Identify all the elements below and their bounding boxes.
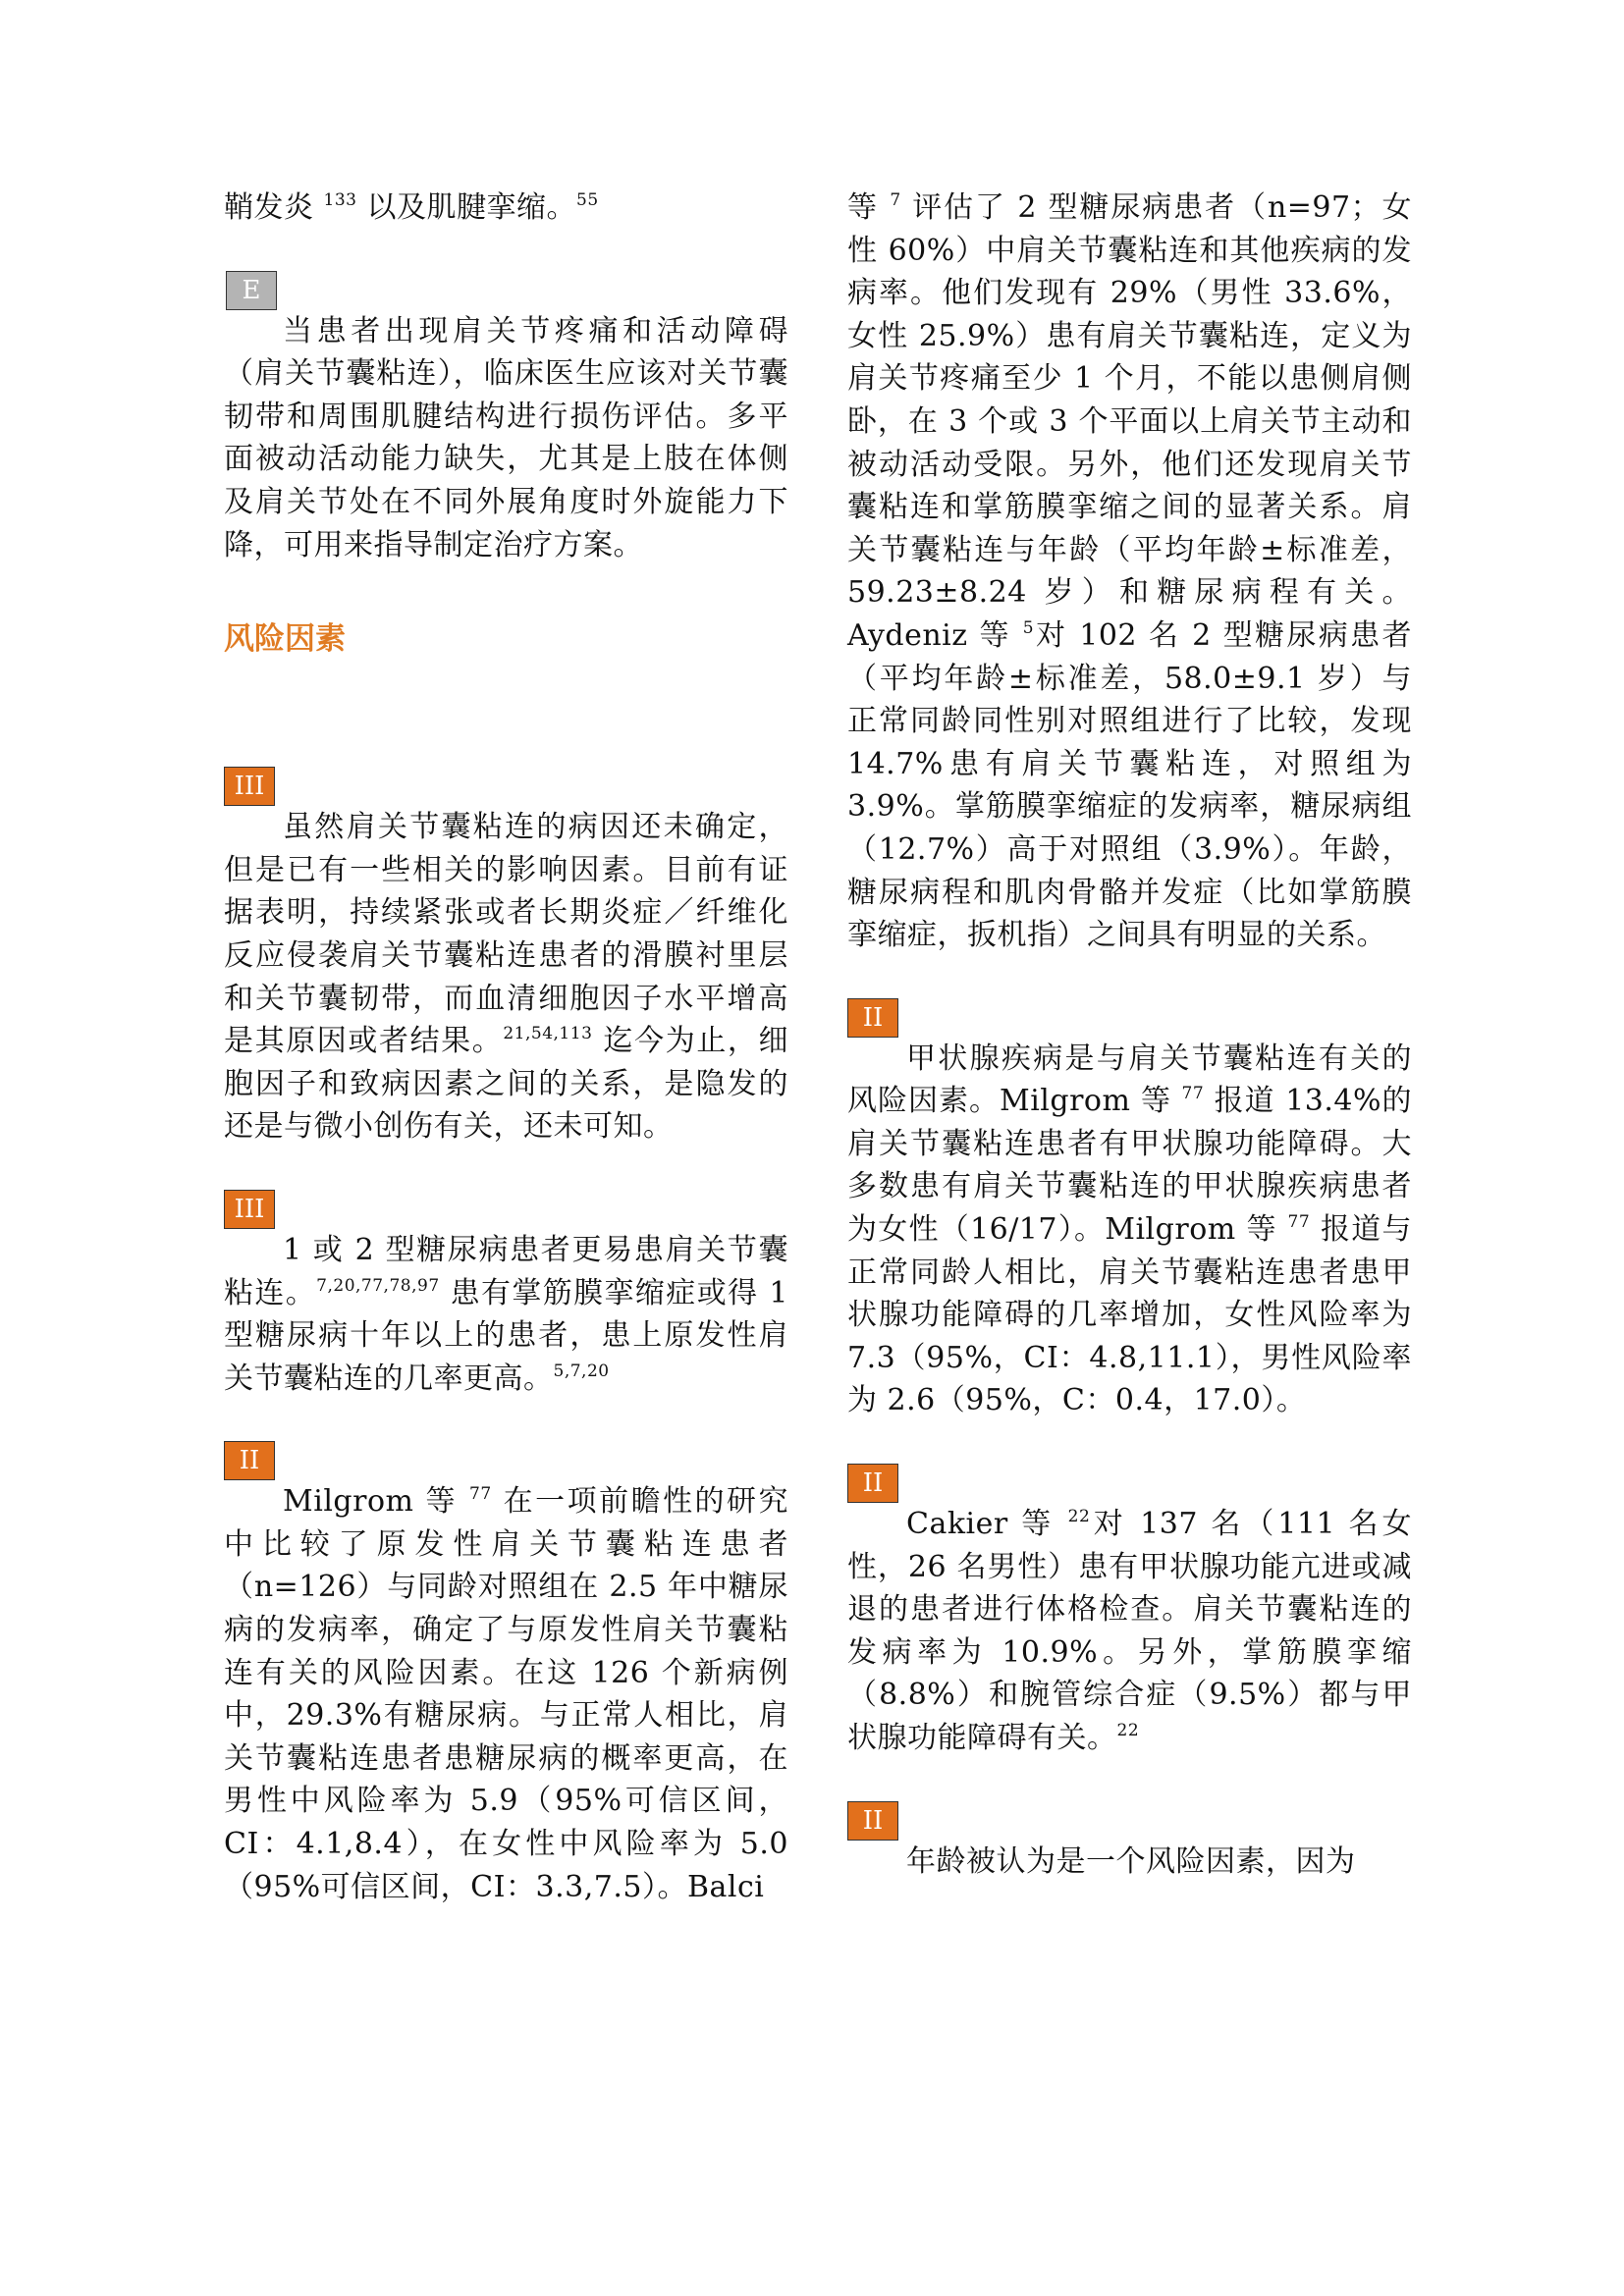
paragraph [224,1480,788,1908]
text: 甲状腺疾病是与肩关节囊粘连有关的风险因素。Milgrom 等 [847,1041,1412,1119]
evidence-level-badge: III [224,767,275,806]
text: Milgrom 等 [283,1484,458,1520]
citation: 133 [323,190,357,210]
paragraph [847,1503,1412,1760]
text: 报道与正常同龄人相比，肩关节囊粘连患者患甲状腺功能障碍的几率增加，女性风险率为 7.3（95%，CI：4.8,11.1），男性风险率为 2.6（95%，C：0.4，17.0）。 [847,1212,1412,1418]
evidence-level-badge: III [224,1190,275,1229]
citation: 5,7,20 [553,1361,610,1381]
citation: 77 [469,1484,492,1505]
text: 在一项前瞻性的研究中比较了原发性肩关节囊粘连患者（n=126）与同龄对照组在 2.5 年中糖尿病的发病率，确定了与原发性肩关节囊粘连有关的风险因素。在这 126 个新病例中，29.3%有糖尿病。与正常人相比，肩关节囊粘连患者患糖尿病的概率更高，在男性中风险率为 5.9（95%可信区间，CI：4.1,8.4），在女性中风险率为 5.0（95%可信区间，CI：3.3,7.5）。Balci [224,1484,789,1904]
text: 对 137 名（111 名女性，26 名男性）患有甲状腺功能亢进或减退的患者进行体格检查。肩关节囊粘连的发病率为 10.9%。另外，掌筋膜挛缩（8.8%）和腕管综合症（9.5%）都与甲状腺功能障碍有关。 [847,1507,1412,1755]
paragraph [224,1229,788,1400]
text: 等 [847,190,879,225]
citation: 5 [1022,617,1035,638]
text: 迄今为止，细胞因子和致病因素之间的关系，是隐发的还是与微小创伤有关，还未可知。 [224,1024,789,1145]
citation: 7 [890,190,901,210]
citation: 77 [1181,1084,1205,1104]
evidence-level-badge: II [847,1801,898,1841]
citation: 77 [1287,1212,1311,1233]
citation: 21,54,113 [503,1024,593,1044]
left-column [224,187,788,1908]
evidence-level-badge: II [224,1441,275,1480]
text: 评估了 2 型糖尿病患者（n=97；女性 60%）中肩关节囊粘连和其他疾病的发病率。他们发现有 29%（男性 33.6%，女性 25.9%）患有肩关节囊粘连，定义为肩关节疼痛至少 1 个月，不能以患侧肩侧卧，在 3 个或 3 个平面以上肩关节主动和被动活动受限。另外，他们还发现肩关节囊粘连和掌筋膜挛缩之间的显著关系。肩关节囊粘连与年龄（平均年龄±标准差，59.23±8.24 岁）和糖尿病程有关。Aydeniz 等 [847,190,1413,653]
text: 患有掌筋膜挛缩症或得 1 型糖尿病十年以上的患者，患上原发性肩关节囊粘连的几率更高。 [224,1275,788,1396]
paragraph [224,187,788,230]
paragraph [847,187,1412,957]
text: 对 102 名 2 型糖尿病患者（平均年龄±标准差，58.0±9.1 岁）与正常同龄同性别对照组进行了比较，发现 14.7%患有肩关节囊粘连，对照组为 3.9%。掌筋膜挛缩症的发病率，糖尿病组（12.7%）高于对照组（3.9%）。年龄，糖尿病程和肌肉骨骼并发症（比如掌筋膜挛缩症，扳机指）之间具有明显的关系。 [847,617,1412,953]
citation: 22 [1067,1507,1091,1527]
text: 1 或 2 型糖尿病患者更易患肩关节囊粘连。 [224,1232,788,1310]
section-heading: 风险因素 [224,621,346,658]
citation: 7,20,77,78,97 [316,1275,440,1296]
right-column [847,187,1412,1883]
evidence-grade-badge: E [226,271,277,310]
citation: 55 [576,190,599,210]
text: Cakier 等 [906,1507,1056,1542]
text: 鞘发炎 [224,190,314,225]
text: 虽然肩关节囊粘连的病因还未确定，但是已有一些相关的影响因素。目前有证据表明，持续紧张或者长期炎症／纤维化反应侵袭肩关节囊粘连患者的滑膜衬里层和关节囊韧带，而血清细胞因子水平增高是其原因或者结果。 [224,810,788,1059]
recommendation-paragraph: 当患者出现肩关节疼痛和活动障碍（肩关节囊粘连），临床医生应该对关节囊韧带和周围肌腱结构进行损伤评估。多平面被动活动能力缺失，尤其是上肢在体侧及肩关节处在不同外展角度时外旋能力下降，可用来指导制定治疗方案。 [224,313,788,562]
paragraph [224,806,788,1148]
text: 以及肌腱挛缩。 [366,190,577,225]
text: 报道 13.4%的肩关节囊粘连患者有甲状腺功能障碍。大多数患有肩关节囊粘连的甲状腺疾病患者为女性（16/17）。Milgrom 等 [847,1084,1412,1248]
evidence-level-badge: II [847,998,898,1038]
citation: 22 [1116,1721,1140,1740]
evidence-level-badge: II [847,1464,898,1503]
paragraph [847,1038,1412,1422]
paragraph: 年龄被认为是一个风险因素，因为 [906,1843,1356,1879]
